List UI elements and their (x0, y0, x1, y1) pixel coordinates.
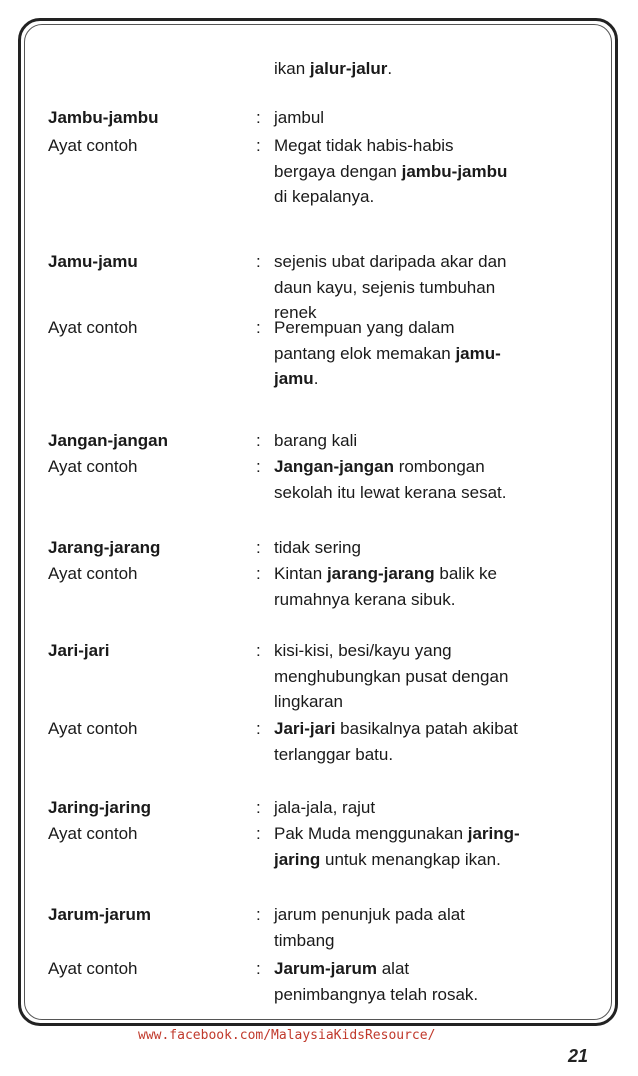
entry-term: Jarum-jarum (48, 905, 151, 924)
entry-meaning-line: daun kayu, sejenis tumbuhan (274, 277, 496, 297)
entry-term: Jangan-jangan (48, 431, 168, 450)
colon: : (256, 564, 261, 583)
entry-term: Jaring-jaring (48, 798, 151, 817)
entry-example-line: jaring untuk menangkap ikan. (274, 849, 501, 869)
entry-term: Jari-jari (48, 641, 110, 660)
entry-example-line: terlanggar batu. (274, 744, 394, 764)
entry-example-line: Perempuan yang dalam (274, 318, 455, 337)
entry-example-line: Jari-jari basikalnya patah akibat (274, 719, 518, 738)
entry-meaning-line: renek (274, 303, 317, 322)
example-label: Ayat contoh (48, 318, 138, 337)
entry-example-line: rumahnya kerana sibuk. (274, 589, 456, 609)
entry-meaning-line: jambul (274, 108, 325, 127)
entry-example-line: Pak Muda menggunakan jaring- (274, 824, 520, 843)
colon: : (256, 719, 261, 738)
entry-term: Jamu-jamu (48, 252, 138, 271)
colon: : (256, 959, 261, 978)
entry-example-line: pantang elok memakan jamu- (274, 343, 501, 363)
entry-meaning-line: kisi-kisi, besi/kayu yang (274, 641, 452, 660)
entry-meaning-line: jarum penunjuk pada alat (274, 905, 465, 924)
entry-meaning-line: timbang (274, 930, 335, 950)
entry-meaning-line: lingkaran (274, 692, 343, 711)
colon: : (256, 457, 261, 476)
footer-url[interactable]: www.facebook.com/MalaysiaKidsResource/ (138, 1028, 436, 1043)
colon: : (256, 108, 261, 127)
entry-example-line: penimbangnya telah rosak. (274, 984, 479, 1004)
entry-term: Jarang-jarang (48, 538, 161, 557)
example-label: Ayat contoh (48, 136, 138, 155)
colon: : (256, 431, 261, 450)
colon: : (256, 641, 261, 660)
entry-meaning-line: jala-jala, rajut (274, 798, 376, 817)
colon: : (256, 538, 261, 557)
entry-example-line: Jangan-jangan rombongan (274, 457, 485, 476)
example-label: Ayat contoh (48, 824, 138, 843)
colon: : (256, 798, 261, 817)
entry-example-line: Jarum-jarum alat (274, 959, 410, 978)
continuation-line: ikan jalur-jalur. (274, 59, 393, 78)
entry-meaning-line: barang kali (274, 431, 358, 450)
entry-example-line: bergaya dengan jambu-jambu (274, 161, 508, 181)
entry-example-line: sekolah itu lewat kerana sesat. (274, 482, 507, 502)
entry-example-line: Kintan jarang-jarang balik ke (274, 564, 498, 583)
colon: : (256, 905, 261, 924)
entry-term: Jambu-jambu (48, 108, 159, 127)
colon: : (256, 136, 261, 155)
colon: : (256, 252, 261, 271)
entry-meaning-line: tidak sering (274, 538, 361, 557)
example-label: Ayat contoh (48, 719, 138, 738)
entry-meaning-line: sejenis ubat daripada akar dan (274, 252, 507, 271)
example-label: Ayat contoh (48, 457, 138, 476)
colon: : (256, 824, 261, 843)
colon: : (256, 318, 261, 337)
entry-meaning-line: menghubungkan pusat dengan (274, 666, 509, 686)
entry-example-line: jamu. (274, 369, 319, 388)
entry-example-line: di kepalanya. (274, 187, 375, 206)
entry-example-line: Megat tidak habis-habis (274, 136, 454, 155)
page-number: 21 (567, 1046, 588, 1066)
example-label: Ayat contoh (48, 564, 138, 583)
example-label: Ayat contoh (48, 959, 138, 978)
